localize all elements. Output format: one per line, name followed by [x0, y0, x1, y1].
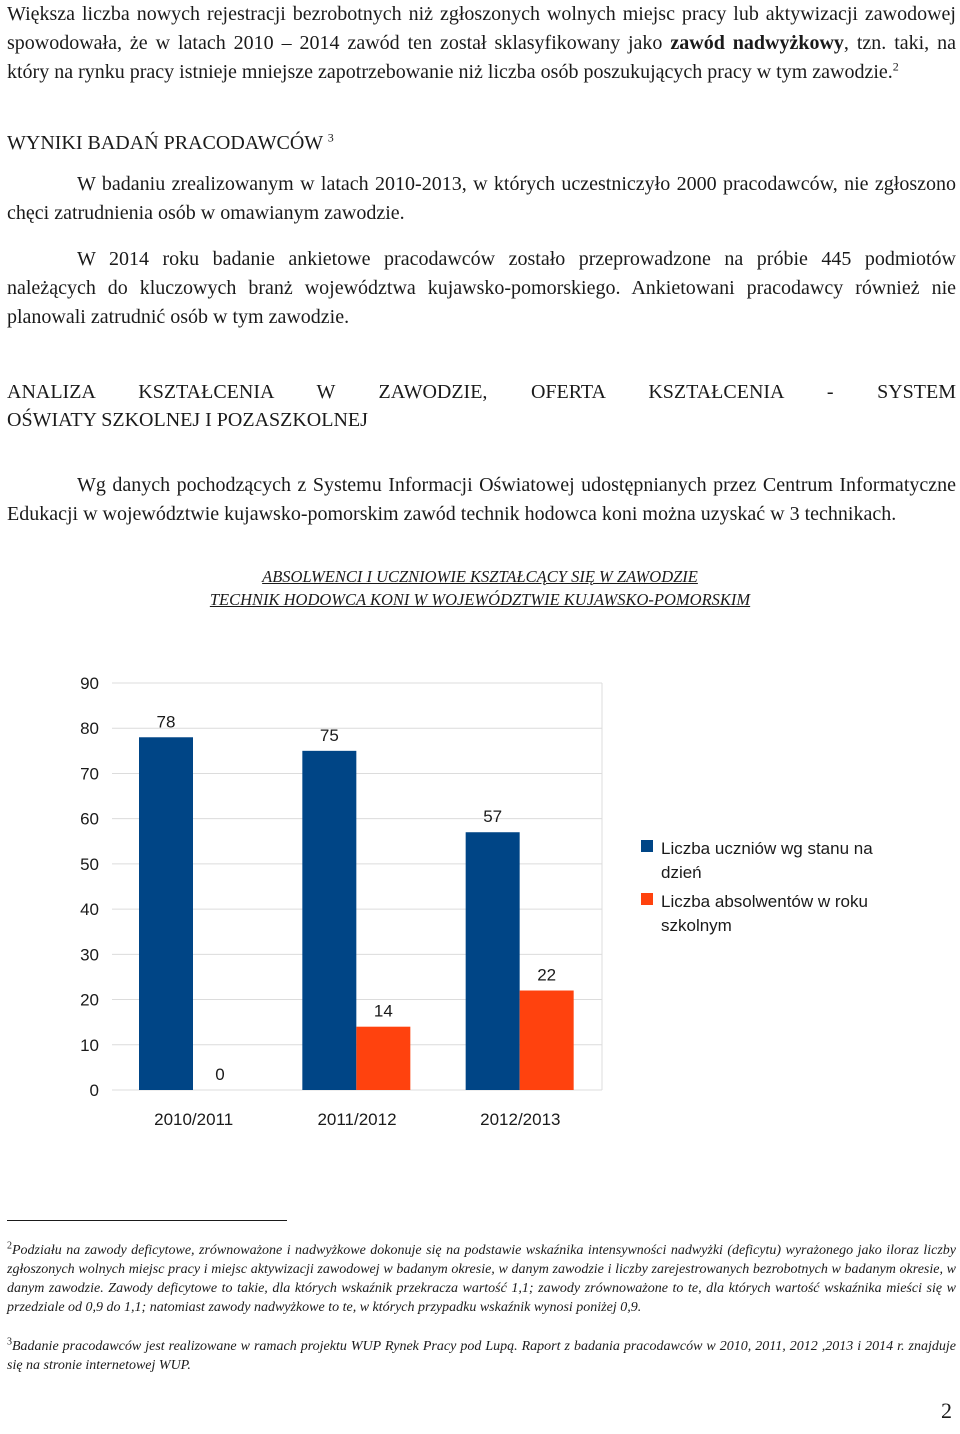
employers-paragraph-2-text: W 2014 roku badanie ankietowe pracodawców zostało przeprowadzone na próbie 445 podmiotów należących do kluczowych branż województwa kujawsko-pomorskiego. Ankietowani pracodawcy również nie planowali zatrudnić osób w tym zawodzie.: [7, 248, 956, 328]
bar: [302, 751, 356, 1090]
footnote-2-text: Podziału na zawody deficytowe, zrównoważone i nadwyżkowe dokonuje się na podstawie wskaźnika intensywności nadwyżki (deficytu) wyrażonego jako iloraz liczby zgłoszonych wolnych miejsc pracy i miejsc aktywizacji zawodowej w badanym okresie, w danym zawodzie i liczby zarejestrowanych bezrobotnych w badanym okresie, w danym zawodzie. Zawody deficytowe to takie, dla których wskaźnik przekracza wartość 1,1; zawody zrównoważone to te, dla których wartość wskaźnika mieści się w przedziale od 0,9 do 1,1; natomiast zawody nadwyżkowe to te, w których przypadku wskaźnik wynosi poniżej 0,9.: [7, 1243, 956, 1315]
chart-title-line-2: TECHNIK HODOWCA KONI W WOJEWÓDZTWIE KUJAWSKO-POMORSKIM: [209, 590, 751, 609]
y-tick-label: 0: [89, 1081, 99, 1100]
y-tick-label: 60: [80, 809, 99, 829]
data-label: 75: [319, 725, 339, 745]
footnote-3-text: Badanie pracodawców jest realizowane w ramach projektu WUP Rynek Pracy pod Lupą. Raport z badania pracodawców w 2010, 2011, 2012 ,2013 i 2014 r. znajduje się na stronie internetowej WUP.: [7, 1339, 956, 1373]
footnote-ref-2[interactable]: 2: [892, 59, 899, 74]
data-label: 0: [215, 1065, 225, 1084]
x-tick-label: 2012/2013: [480, 1110, 561, 1129]
legend-label: Liczba uczniów wg stanu na dzień: [661, 839, 873, 882]
footnote-ref-3[interactable]: 3: [327, 130, 334, 145]
employers-paragraph-1-text: W badaniu zrealizowanym w latach 2010-2013, w których uczestniczyło 2000 pracodawców, nie zgłoszono chęci zatrudnienia osób w omawianym zawodzie.: [7, 173, 956, 224]
y-tick-label: 40: [80, 900, 99, 920]
employers-paragraph-1: [7, 170, 956, 228]
data-label: 22: [537, 965, 557, 985]
data-label: 14: [373, 1001, 393, 1021]
legend-label: Liczba absolwentów w roku szkolnym: [661, 892, 868, 935]
education-paragraph-text: Wg danych pochodzących z Systemu Informacji Oświatowej udostępnianych przez Centrum Informatyczne Edukacji w województwie kujawsko-pomorskim zawód technik hodowca koni można uzyskać w 3 technikach.: [7, 474, 956, 525]
data-label: 57: [483, 807, 503, 827]
x-tick-label: 2010/2011: [154, 1110, 234, 1129]
y-tick-label: 50: [80, 854, 99, 874]
footnote-3: [7, 1337, 956, 1375]
y-tick-label: 30: [80, 945, 99, 965]
employers-heading: [7, 129, 956, 158]
intro-bold-term: zawód nadwyżkowy: [670, 32, 844, 54]
employers-heading-text: WYNIKI BADAŃ PRACODAWCÓW: [7, 132, 323, 154]
y-tick-label: 90: [80, 674, 99, 693]
employers-paragraph-2: [7, 245, 956, 332]
bar: [356, 1027, 410, 1090]
intro-text-before: Większa liczba nowych rejestracji bezrobotnych niż zgłoszonych wolnych miejsc pracy lub aktywizacji zawodowej spowodowała, że w latach 2010 – 2014 zawód ten został sklasyfikowany jako: [7, 3, 956, 54]
education-heading-line-2: OŚWIATY SZKOLNEJ I POZASZKOLNEJ: [7, 409, 368, 431]
y-tick-label: 20: [80, 990, 99, 1010]
footnote-separator: [7, 1220, 287, 1221]
education-paragraph: [7, 471, 956, 529]
bar: [466, 832, 520, 1090]
y-tick-label: 10: [80, 1035, 99, 1055]
y-tick-label: 80: [80, 719, 99, 739]
footnote-2-number: 2: [7, 1240, 12, 1252]
bar: [520, 991, 574, 1090]
x-tick-label: 2011/2012: [317, 1110, 397, 1129]
page-number: 2: [941, 1398, 952, 1423]
intro-paragraph: [7, 0, 956, 87]
legend-swatch: [641, 840, 653, 852]
chart-title-line-1: ABSOLWENCI I UCZNIOWIE KSZTAŁCĄCY SIĘ W ZAWODZIE: [262, 567, 698, 586]
bar: [139, 737, 193, 1090]
legend-swatch: [641, 893, 653, 905]
footnote-3-number: 3: [7, 1336, 12, 1348]
y-tick-label: 70: [80, 764, 99, 784]
data-label: 78: [156, 712, 176, 732]
intro-text-after: , tzn. taki, na który na rynku pracy istnieje mniejsze zapotrzebowanie niż liczba osób poszukujących pracy w tym zawodzie.: [7, 32, 956, 83]
bar-chart: [0, 640, 960, 1160]
education-heading-line-1: ANALIZA KSZTAŁCENIA W ZAWODZIE, OFERTA KSZTAŁCENIA - SYSTEM: [7, 381, 956, 403]
footnote-2: [7, 1241, 956, 1317]
